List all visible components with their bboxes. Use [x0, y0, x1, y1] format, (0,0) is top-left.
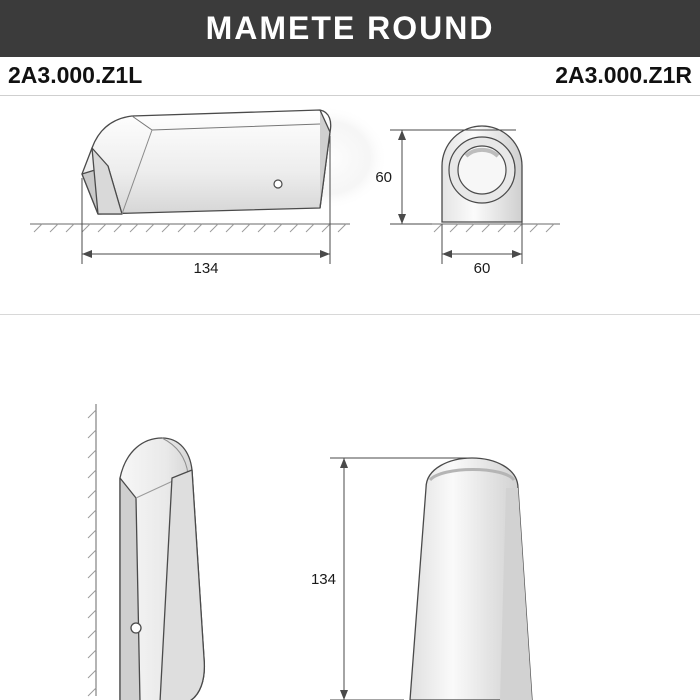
dimension-label-60-height: 60 — [375, 169, 392, 186]
side-view-panel — [20, 96, 400, 296]
lens-icon — [458, 146, 506, 194]
title-bar — [0, 0, 700, 57]
top-view-panel — [300, 328, 660, 698]
product-code-right: 2A3.000.Z1R — [555, 62, 692, 88]
ground-line — [30, 224, 350, 232]
ground-line-front — [430, 224, 560, 232]
screw-icon-wall — [131, 623, 141, 633]
screw-icon — [274, 180, 282, 188]
lamp-body-front — [442, 126, 522, 222]
product-code-bar — [0, 57, 700, 96]
drawings-area — [0, 96, 700, 700]
product-code-left: 2A3.000.Z1L — [8, 62, 143, 88]
wall-view-panel — [40, 328, 340, 698]
page-title: MAMETE ROUND — [205, 10, 495, 46]
dimension-label-134-top: 134 — [310, 571, 336, 588]
section-divider — [0, 314, 700, 315]
lamp-body-top — [410, 458, 532, 700]
dimension-label-134-side: 134 — [193, 260, 219, 277]
front-view-panel — [370, 96, 670, 296]
lamp-body-side — [82, 110, 331, 214]
lamp-body-wall — [120, 438, 204, 700]
wall-hatch — [88, 404, 96, 696]
dimension-label-60-width: 60 — [473, 260, 491, 277]
